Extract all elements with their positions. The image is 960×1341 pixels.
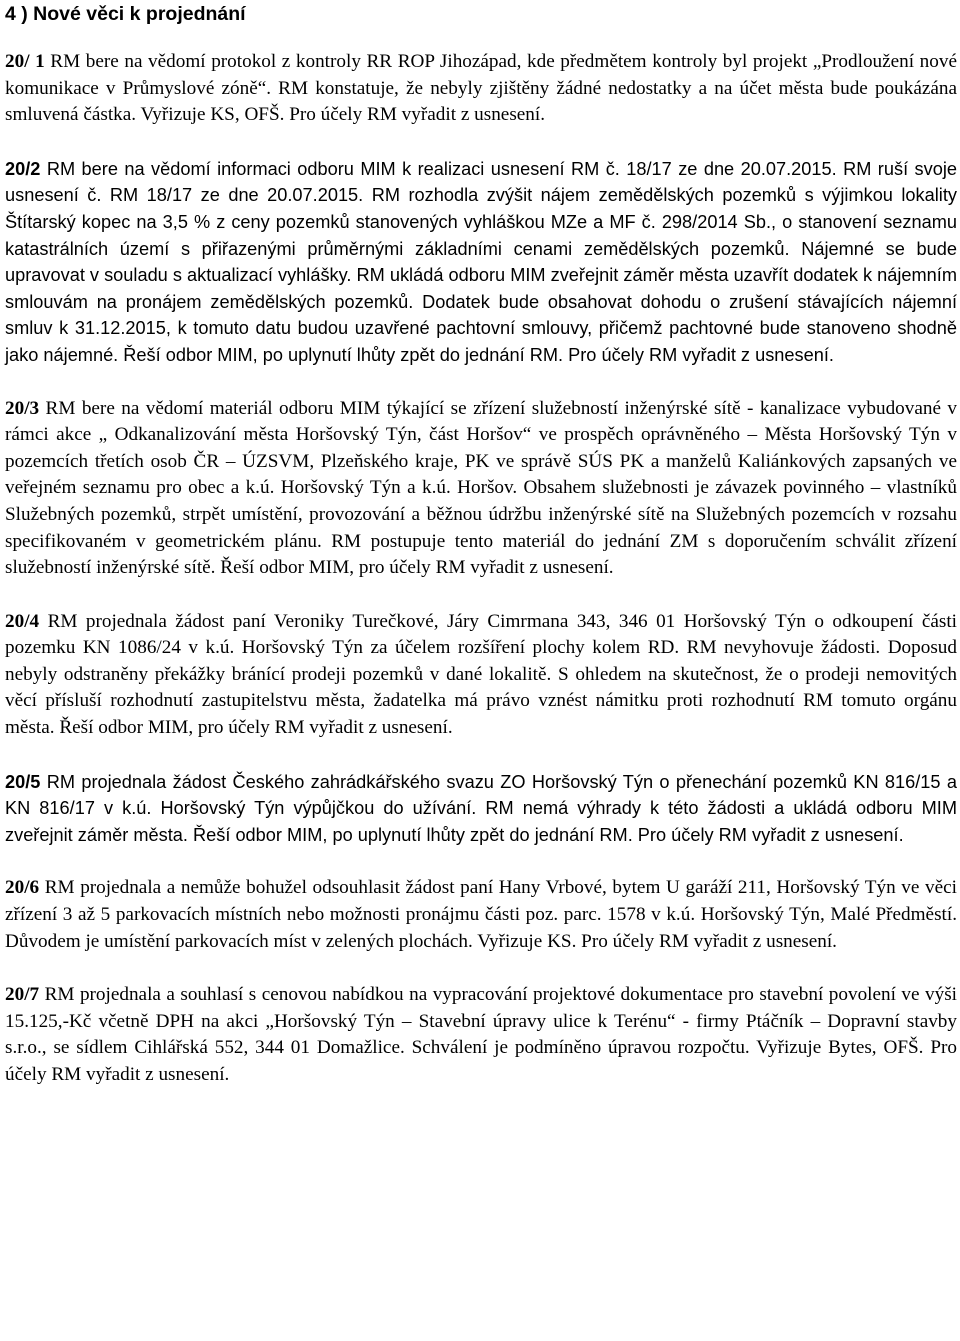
resolution-20-6	[5, 875, 957, 955]
resolution-text: RM projednala žádost paní Veroniky Turečkové, Járy Cimrmana 343, 346 01 Horšovský Týn o odkoupení části pozemku KN 1086/24 v k.ú. Horšovský Týn za účelem rozšíření plochy kolem RD. RM nevyhovuje žádosti. Doposud nebyly odstraněny překážky bránící prodeji pozemků v dané lokalitě. S ohledem na skutečnost, že o prodeji nemovitých věcí přísluší rozhodnutí zastupitelstvu města, žadatelka má právo vznést námitku proti rozhodnutí RM tomuto orgánu města. Řeší odbor MIM, pro účely RM vyřadit z usnesení.	[5, 610, 957, 739]
resolution-text: RM bere na vědomí materiál odboru MIM týkající se zřízení služebností inženýrské sítě - kanalizace vybudované v rámci akce „ Odkanalizování města Horšovský Týn, část Horšov“ ve prospěch oprávněného – Města Horšovský Týn v pozemcích třetích osob ČR – ÚZSVM, Plzeňského kraje, PK ve správě SÚS PK a manželů Kaliánkových zapsaných ve veřejném seznamu pro obec a k.ú. Horšovský Týn a k.ú. Horšov. Obsahem služebnosti je závazek povinného – vlastníků Služebných pozemků, strpět umístění, provozování a běžnou údržbu inženýrské sítě na Služebných pozemcích v rozsahu specifikovaném v geometrickém plánu. RM postupuje tento materiál do jednání ZM s doporučením schválit zřízení služebností inženýrské sítě. Řeší odbor MIM, pro účely RM vyřadit z usnesení.	[5, 397, 957, 579]
resolution-number: 20/ 1	[5, 51, 45, 72]
resolution-text: RM bere na vědomí informaci odboru MIM k realizaci usnesení RM č. 18/17 ze dne 20.07.2015. RM ruší svoje usnesení č. RM 18/17 ze dne 20.07.2015. RM rozhodla zvýšit nájem zemědělských pozemků s výjimkou lokality Štítarský kopec na 3,5 % z ceny pozemků stanovených vyhláškou MZe a MF č. 298/2014 Sb., o stanovení seznamu katastrálních území s přiřazenými průměrnými základními cenami zemědělských pozemků. Nájemné se bude upravovat v souladu s aktualizací vyhlášky. RM ukládá odboru MIM zveřejnit záměr města uzavřít dodatek k nájemním smlouvám na pronájem zemědělských pozemků. Dodatek bude obsahovat dohodu o zrušení stávajících nájemní smluv k 31.12.2015, k tomuto datu budou uzavřené pachtovní smlouvy, přičemž pachtovné bude stanoveno shodně jako nájemné. Řeší odbor MIM, po uplynutí lhůty zpět do jednání RM. Pro účely RM vyřadit z usnesení.	[5, 158, 957, 365]
resolution-text: RM projednala žádost Českého zahrádkářského svazu ZO Horšovský Týn o přenechání pozemků KN 816/15 a KN 816/17 v k.ú. Horšovský Týn výpůjčkou do užívání. RM nemá výhrady k této žádosti a ukládá odboru MIM zveřejnit záměr města. Řeší odbor MIM, po uplynutí lhůty zpět do jednání RM. Pro účely RM vyřadit z usnesení.	[5, 771, 957, 845]
resolution-number: 20/6	[5, 877, 40, 899]
resolution-number: 20/3	[5, 397, 40, 419]
document-page	[5, 0, 957, 1089]
section-heading: 4 ) Nové věci k projednání	[5, 3, 246, 25]
resolution-text: RM projednala a nemůže bohužel odsouhlasit žádost paní Hany Vrbové, bytem U garáží 211, Horšovský Týn ve věci zřízení 3 až 5 parkovacích místních nebo možnosti pronájmu části poz. parc. 1578 v k.ú. Horšovský Týn, Malé Předměstí. Důvodem je umístění parkovacích míst v zelených plochách. Vyřizuje KS. Pro účely RM vyřadit z usnesení.	[5, 877, 957, 952]
resolution-20-7	[5, 982, 957, 1088]
resolution-20-4	[5, 609, 957, 742]
resolution-text: RM projednala a souhlasí s cenovou nabídkou na vypracování projektové dokumentace pro stavební povolení ve výši 15.125,-Kč včetně DPH na akci „Horšovský Týn – Stavební úpravy ulice k Terénu“ - firmy Ptáčník – Dopravní stavby s.r.o., se sídlem Cihlářská 552, 344 01 Domažlice. Schválení je podmíněno úpravou rozpočtu. Vyřizuje Bytes, OFŠ. Pro účely RM vyřadit z usnesení.	[5, 984, 957, 1085]
resolution-number: 20/2	[5, 158, 41, 179]
resolution-number: 20/4	[5, 610, 40, 632]
resolution-20-1	[5, 49, 957, 129]
resolution-number: 20/5	[5, 771, 41, 792]
resolution-text: RM bere na vědomí protokol z kontroly RR ROP Jihozápad, kde předmětem kontroly byl projekt „Prodloužení nové komunikace v Průmyslové zóně“. RM konstatuje, že nebyly zjištěny žádné nedostatky a na účet města bude poukázána smluvená částka. Vyřizuje KS, OFŠ. Pro účely RM vyřadit z usnesení.	[5, 51, 957, 126]
resolution-20-3	[5, 396, 957, 582]
resolution-20-5	[5, 769, 957, 849]
resolution-20-2	[5, 156, 957, 369]
resolution-number: 20/7	[5, 984, 40, 1006]
